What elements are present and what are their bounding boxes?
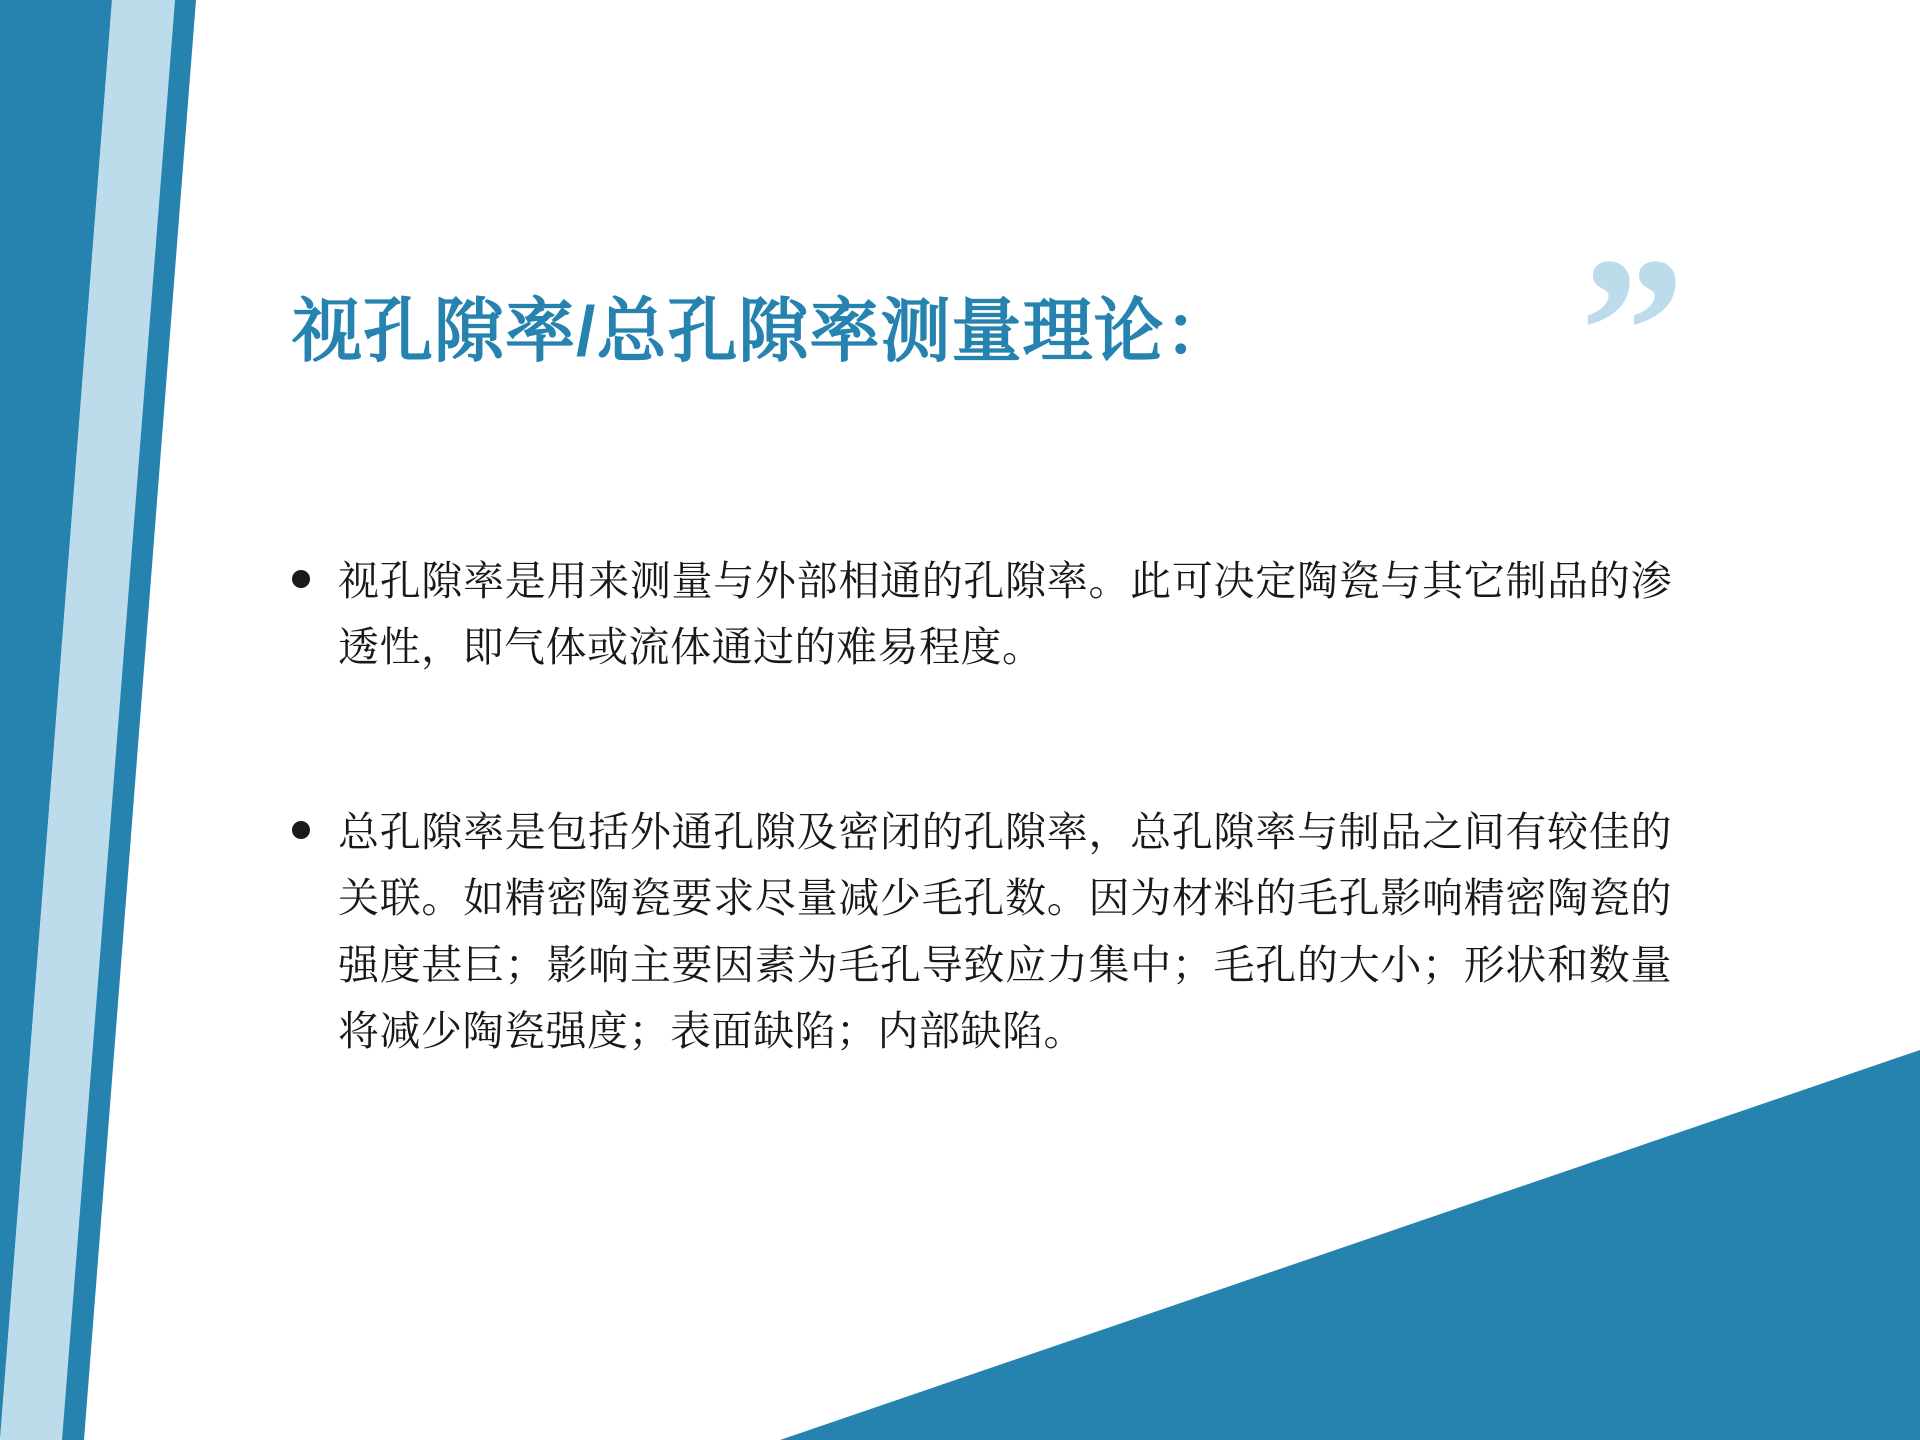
list-item-text: 视孔隙率是用来测量与外部相通的孔隙率。此可决定陶瓷与其它制品的渗透性，即气体或流体通过的难易程度。: [338, 558, 1672, 671]
bullet-list: [292, 548, 1672, 1182]
list-item-text: 总孔隙率是包括外通孔隙及密闭的孔隙率，总孔隙率与制品之间有较佳的关联。如精密陶瓷要求尽量减少毛孔数。因为材料的毛孔影响精密陶瓷的强度甚巨；影响主要因素为毛孔导致应力集中；毛孔的大小；形状和数量将减少陶瓷强度；表面缺陷；内部缺陷。: [338, 808, 1672, 1055]
bullet-dot-icon: [292, 570, 310, 588]
bullet-dot-icon: [292, 821, 310, 839]
quotation-mark-icon: ”: [1580, 215, 1679, 447]
page-title: 视孔隙率/总孔隙率测量理论：: [292, 291, 1236, 370]
list-item: [292, 548, 1672, 681]
list-item: [292, 799, 1672, 1065]
